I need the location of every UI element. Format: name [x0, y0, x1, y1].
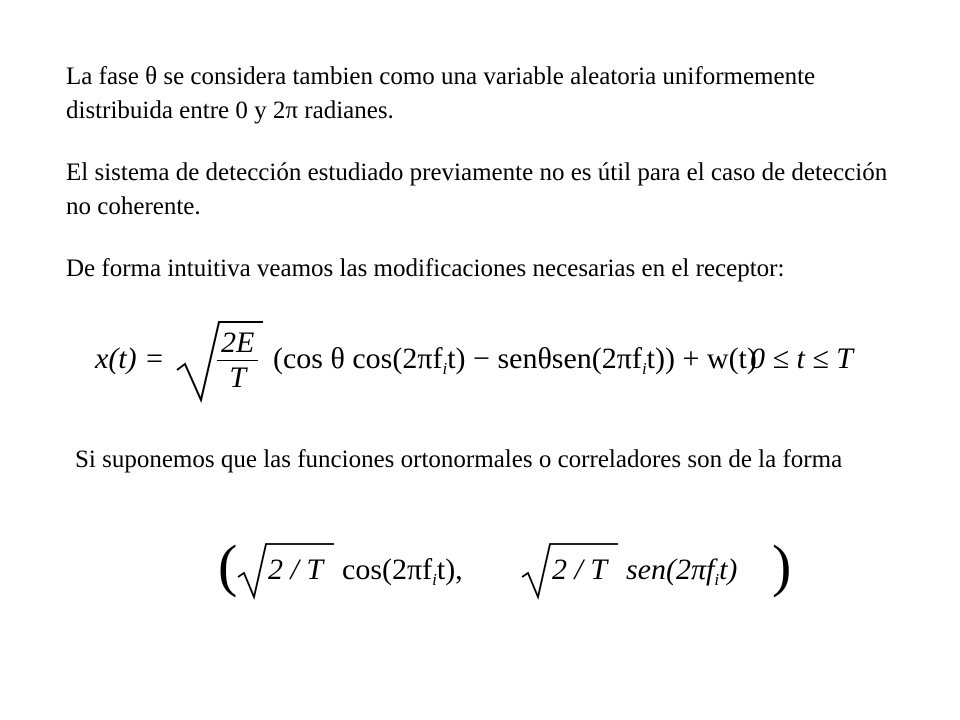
big-open-paren: (: [218, 533, 238, 598]
paragraph-receiver-modifications: De forma intuitiva veamos las modificaciones necesarias en el receptor:: [66, 255, 785, 282]
cos-basis-a: cos(2πf: [342, 553, 433, 586]
equation-cos-term: (cos θ cos(2πf: [273, 342, 443, 375]
subscript-i: i: [432, 570, 437, 589]
cos-basis-b: t),: [436, 553, 463, 586]
paragraph-phase: La fase θ se considera tambien como una variable aleatoria uniformemente distribuida entre 0 y 2π radianes.: [66, 63, 816, 124]
paragraph-orthonormal-functions: Si suponemos que las funciones ortonormales o correladores son de la forma: [75, 446, 843, 473]
sen-basis-b: t): [719, 553, 738, 586]
fraction-numerator: 2E: [217, 326, 258, 361]
equation-body: [273, 342, 757, 379]
fraction-denominator: T: [229, 361, 246, 394]
sen-basis: [626, 553, 737, 590]
fraction-2e-over-t: [217, 326, 258, 395]
subscript-i: i: [442, 359, 448, 378]
equation-received-signal: [95, 318, 885, 403]
sen-basis-a: sen(2πf: [626, 553, 715, 586]
equation-range: 0 ≤ t ≤ T: [750, 342, 853, 375]
equation-basis-functions: [218, 535, 798, 610]
equation-lhs: x(t) =: [95, 342, 165, 375]
subscript-i: i: [714, 570, 720, 589]
big-close-paren: ): [772, 533, 792, 598]
subscript-i: i: [641, 359, 647, 378]
root-2: 2 / T: [552, 553, 608, 586]
equation-sen-term: t) − senθsen(2πf: [447, 342, 642, 375]
paragraph-detection-system: El sistema de detección estudiado previamente no es útil para el caso de detección no coherente.: [66, 159, 888, 220]
equation-noise-term: t)) + w(t): [646, 342, 757, 375]
root-1: 2 / T: [268, 553, 324, 586]
cos-basis: [342, 553, 463, 590]
